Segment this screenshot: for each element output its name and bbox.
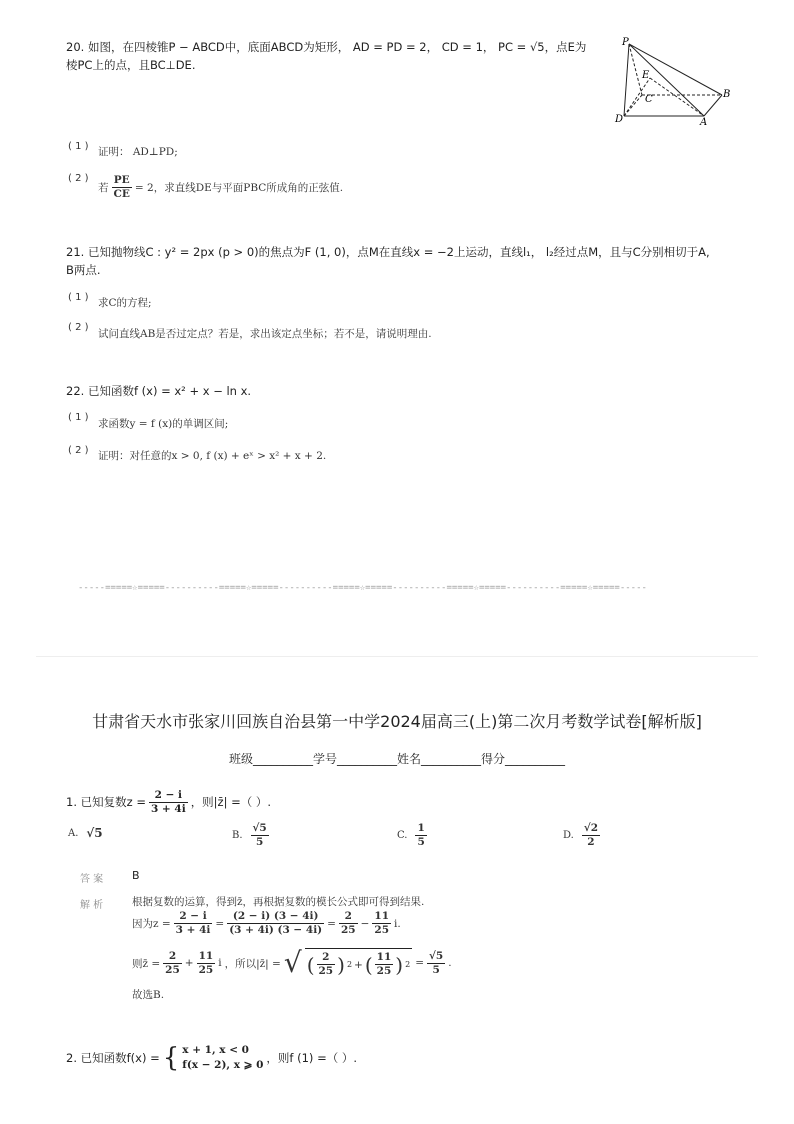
q2-brace: { [162,1042,180,1073]
q20-sub2-prefix: 若 [98,182,109,194]
option-c-label: C. [397,830,408,841]
label-B: B [723,89,731,100]
option-d-den: 2 [587,836,595,848]
analysis-frac3-num: 2 [339,910,358,924]
page-separator [36,656,758,657]
analysis-frac5-num: 2 [163,950,182,964]
q22-sub1-text: 求函数y = f (x)的单调区间; [98,418,229,430]
analysis-frac2-num: (2 − i) (3 − 4i) [227,910,324,924]
q22-sub2-text: 证明：对任意的x > 0, f (x) + eˣ > x² + x + 2. [98,450,327,462]
analysis-result-den: 5 [432,963,440,976]
analysis-line4: 故选B. [132,989,165,1001]
analysis-line3: 则z̄ = $\frac{2}{25}$ + $\frac{11}{25}$ i ，所以|z̄| = √ ( $\frac{2}{25}$ ) 2 + ( $\frac{11}{25}$ ) 2 = $\frac{√5}{5}$ . [132,946,452,979]
q1-stem-fraction [149,789,188,816]
q1-stem [66,789,271,816]
q1-option-d[interactable] [563,822,600,849]
q20-stem-line1: 20. 如图，在四棱锥P − ABCD中，底面ABCD为矩形， AD = PD = 2， CD = 1， PC = √5，点E为 [66,40,587,54]
q20-sub2-number: ( 2 ) [68,173,89,184]
label-D: D [615,114,624,125]
q20-sub2-fraction [112,174,132,201]
answer-label: 答 案 [80,874,104,885]
option-b-label: B. [232,830,243,841]
analysis-frac8-num: 11 [376,951,392,963]
q20-sub2-suffix: = 2，求直线DE与平面PBC所成角的正弦值. [134,182,344,194]
option-d-num: √2 [583,822,599,834]
q21-sub1-number: ( 1 ) [68,292,89,303]
option-c-num: 1 [417,822,425,834]
q2-stem [66,1043,357,1073]
analysis-line3-prefix: 则z̄ = [132,957,161,970]
q21-stem-line1: 21. 已知抛物线C : y² = 2px (p > 0)的焦点为F (1, 0)，点M在直线x = −2上运动，直线l₁， l₂经过点M，且与C分别相切于A, [66,245,710,259]
analysis-frac6-den: 25 [198,963,214,976]
analysis-frac5-den: 25 [165,963,180,976]
q2-stem-prefix: 2. 已知函数f(x) = [66,1050,160,1065]
q21-stem-line2: B两点. [66,263,101,277]
analysis-label: 解 析 [80,900,104,911]
q22-sub2-number: ( 2 ) [68,445,89,456]
analysis-frac1-num: 2 − i [174,910,213,924]
q1-option-c[interactable] [397,822,427,849]
analysis-result-num: √5 [429,949,444,962]
q22-sub1-number: ( 1 ) [68,412,89,423]
analysis-frac1-den: 3 + 4i [175,924,211,936]
q20-sub2-frac-den: CE [113,188,130,200]
analysis-frac8-den: 25 [376,965,392,977]
option-b-num: √5 [252,822,267,834]
analysis-frac2-den: (3 + 4i) (3 − 4i) [229,924,323,936]
option-d-label: D. [563,830,574,841]
exam-title: 甘肃省天水市张家川回族自治县第一中学2024届高三(上)第二次月考数学试卷[解析版] [92,712,702,731]
q21-sub2-number: ( 2 ) [68,322,89,333]
q1-frac-num: 2 − i [149,789,188,803]
q2-case1: x + 1, x < 0 [182,1044,249,1056]
label-C: C [645,94,653,105]
q2-cases [182,1043,263,1073]
q1-stem-prefix: 1. 已知复数z = [66,795,146,809]
q1-stem-suffix: ，则|z̄| =（ ）. [190,795,272,809]
analysis-line2-prefix: 因为z = [132,918,171,930]
q20-sub1-number: ( 1 ) [68,141,89,152]
label-P: P [622,37,629,48]
section-divider: -----=====☆=====----------=====☆=====----------=====☆=====----------=====☆=====----------=====☆=====----- [78,583,647,593]
pyramid-figure [612,34,737,126]
q1-option-a[interactable] [68,826,103,840]
label-A: A [700,117,708,126]
q21-sub2-text: 试问直线AB是否过定点？若是，求出该定点坐标；若不是，请说明理由. [98,328,432,340]
option-b-den: 5 [255,836,264,848]
option-a-value: √5 [86,826,103,840]
analysis-line1: 根据复数的运算，得到z̄，再根据复数的模长公式即可得到结果. [132,896,425,908]
q2-case2: f(x − 2), x ⩾ 0 [182,1059,264,1071]
answer-value: B [132,869,140,882]
q1-option-b[interactable] [232,822,269,849]
analysis-frac4-den: 25 [374,924,390,936]
q22-stem: 22. 已知函数f (x) = x² + x − ln x. [66,384,252,398]
analysis-frac7-den: 25 [318,965,334,977]
q2-stem-suffix: ，则f (1) =（ ）. [266,1050,358,1065]
student-info-fields: 班级__________学号__________姓名__________得分__________ [228,752,565,766]
label-E: E [642,70,650,81]
q1-frac-den: 3 + 4i [150,803,186,815]
analysis-frac7-num: 2 [317,951,336,965]
analysis-frac6-num: 11 [198,949,214,962]
q20-sub2-frac-num: PE [112,174,132,188]
option-c-den: 5 [417,836,425,848]
q20-sub2-text [98,174,343,201]
analysis-frac4-num: 11 [374,910,390,922]
analysis-frac3-den: 25 [340,924,356,936]
option-a-label: A. [68,827,79,839]
q20-stem-line2: 棱PC上的点，且BC⊥DE. [66,58,196,72]
q21-sub1-text: 求C的方程; [98,297,152,309]
analysis-line2: 因为z = $\frac{2 - i}{3 + 4i}$ = $\frac{(2 - i) (3 - 4i)}{(3 + 4i) (3 - 4i)}$ = $\frac{2}{25}$ − $\frac{11}{25}$ i. [132,910,401,936]
q20-sub1-text: 证明： AD⊥PD; [98,146,178,158]
analysis-line3-mid: ，所以|z̄| = [224,957,281,970]
